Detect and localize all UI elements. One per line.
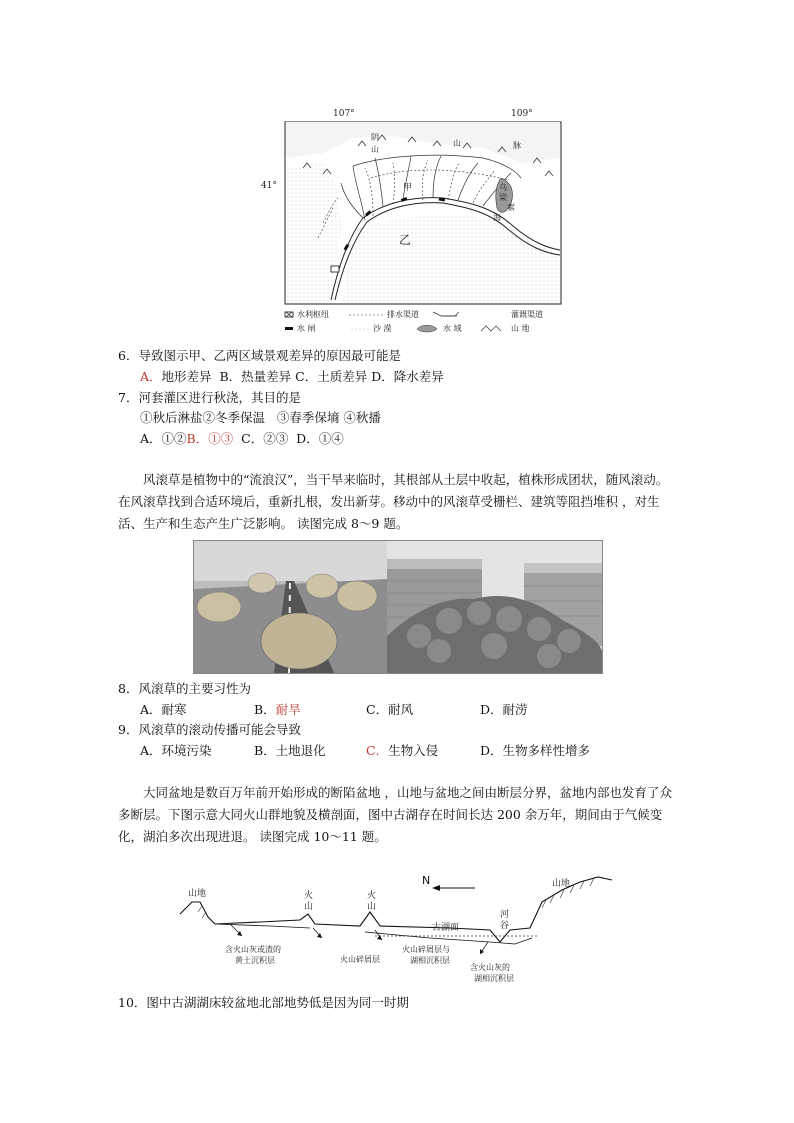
q8-stem: 8．风滚草的主要习性为 [118, 681, 251, 696]
mountain-left-label: 山地 [188, 889, 207, 899]
q6-stem: 6．导致图示甲、乙两区域景观差异的原因最可能是 [118, 348, 401, 363]
q7-option-a: A．①② [140, 431, 187, 446]
lon-109-label: 109° [511, 109, 533, 119]
datong-profile [170, 862, 620, 990]
lon-107-label: 107° [333, 109, 355, 119]
q8-option-b-text: 耐旱 [275, 702, 301, 717]
q9-stem: 9．风滚草的滚动传播可能会导致 [118, 722, 301, 737]
layer1-line2: 黄土沉积层 [235, 956, 275, 965]
legend-water: 水 域 [443, 324, 462, 333]
yin-label-1: 阴 [371, 133, 379, 142]
legend-irrigation: 灌溉渠道 [511, 310, 543, 319]
q8-option-d: D．耐涝 [480, 702, 528, 717]
north-arrow-head [432, 885, 440, 891]
datong-profile-svg [170, 862, 620, 990]
volcano2-char2: 山 [367, 902, 377, 912]
datong-intro: 大同盆地是数百万年前开始形成的断陷盆地 ，山地与盆地之间由断层分界，盆地内部也发育了众多断层。下图示意大同火山群地貌及横剖面，图中古湖存在时间长达 200 余万年，期间由于气候变化，湖泊多次出现进退。 读图完成 10～11 题。 [118, 785, 672, 844]
q7-items: ①秋后淋盐②冬季保温 ③春季保墒 ④秋播 [140, 410, 381, 425]
layer2-label: 火山碎屑层 [340, 955, 380, 964]
q8-option-a: A．耐寒 [140, 702, 187, 717]
q6-options [140, 368, 444, 386]
volcano1-char2: 山 [304, 902, 314, 912]
legend-drain: 排水渠道 [387, 310, 419, 319]
layer4-line1: 含火山灰的 [470, 963, 510, 972]
tumbleweed-photos-svg [194, 541, 602, 673]
q9-option-c [366, 742, 438, 760]
q9-option-b: B．土地退化 [254, 743, 326, 758]
water-hub [331, 266, 339, 272]
yi-label: 乙 [399, 233, 412, 247]
q7-stem: 7．河套灌区进行秋浇，其目的是 [118, 390, 301, 405]
lat-41-label: 41° [261, 181, 277, 191]
map-legend [285, 309, 543, 333]
q6-option-a-text: 地形差异 [161, 369, 212, 384]
q7-option-b: B．①③ [186, 431, 234, 446]
q9-option-a: A．环境污染 [140, 743, 212, 758]
shan-label-1: 山 [371, 145, 379, 154]
hai-label: 海 [493, 213, 501, 222]
q9-option-d: D．生物多样性增多 [480, 743, 591, 758]
layer3-line2: 湖相沉积层 [410, 956, 450, 965]
q6-options-rest: B．热量差异 C．土质差异 D．降水差异 [219, 369, 444, 384]
north-label: N [422, 874, 431, 887]
road-photo [194, 541, 387, 673]
layer3-line1: 火山碎屑层与 [402, 945, 450, 954]
legend-gate: 水 闸 [297, 324, 316, 333]
ancient-lake-label: 古湖面 [432, 923, 460, 933]
wu-label: 乌 [499, 183, 507, 192]
jia-label: 甲 [403, 183, 413, 193]
terrain-profile [180, 877, 612, 942]
q8-option-c: C．耐风 [366, 702, 414, 717]
hetao-map-svg [261, 108, 563, 344]
su-label: 脉 [513, 141, 521, 150]
tumbleweed-intro: 风滚草是植物中的“流浪汉”，当干旱来临时，其根部从土层中收起，植株形成团状，随风滚动。在风滚草找到合适环境后，重新扎根，发出新芽。移动中的风滚草受栅栏、建筑等阻挡堆积 ，对生活、生产和生态产生广泛影响。 读图完成 8～9 题。 [118, 472, 669, 531]
terrain-hatching [198, 878, 594, 918]
volcano2-char1: 火 [367, 891, 377, 901]
layer4-line2: 湖相沉积层 [474, 974, 514, 983]
q8-option-b [254, 701, 301, 719]
q10-stem: 10．图中古湖湖床较盆地北部地势低是因为同一时期 [118, 995, 409, 1010]
q6-option-a-letter: A． [140, 369, 162, 384]
su2-label: 素 [507, 203, 515, 212]
hetao-map [261, 108, 563, 344]
q8-option-b-letter: B． [254, 702, 276, 717]
valley-char2: 谷 [500, 921, 510, 931]
legend-mountain: 山 地 [511, 324, 530, 333]
liang-label: 梁 [499, 193, 507, 202]
q9-option-c-text: 生物入侵 [388, 743, 439, 758]
q7-options [140, 430, 344, 448]
valley-char1: 河 [500, 910, 510, 920]
wall-photo [387, 541, 602, 673]
legend-hub: 水利枢纽 [297, 310, 329, 319]
mountain-right-label: 山地 [552, 879, 571, 889]
volcano1-char1: 火 [304, 891, 314, 901]
desert-west [286, 163, 341, 303]
legend-desert: 沙 漠 [373, 324, 392, 333]
tumbleweed-photos [193, 540, 603, 674]
q9-option-c-letter: C． [366, 743, 389, 758]
layer1-line1: 含火山灰或渣的 [225, 945, 281, 954]
shan-label-2: 山 [453, 139, 461, 148]
q7-options-rest: C．②③ D．①④ [233, 431, 344, 446]
